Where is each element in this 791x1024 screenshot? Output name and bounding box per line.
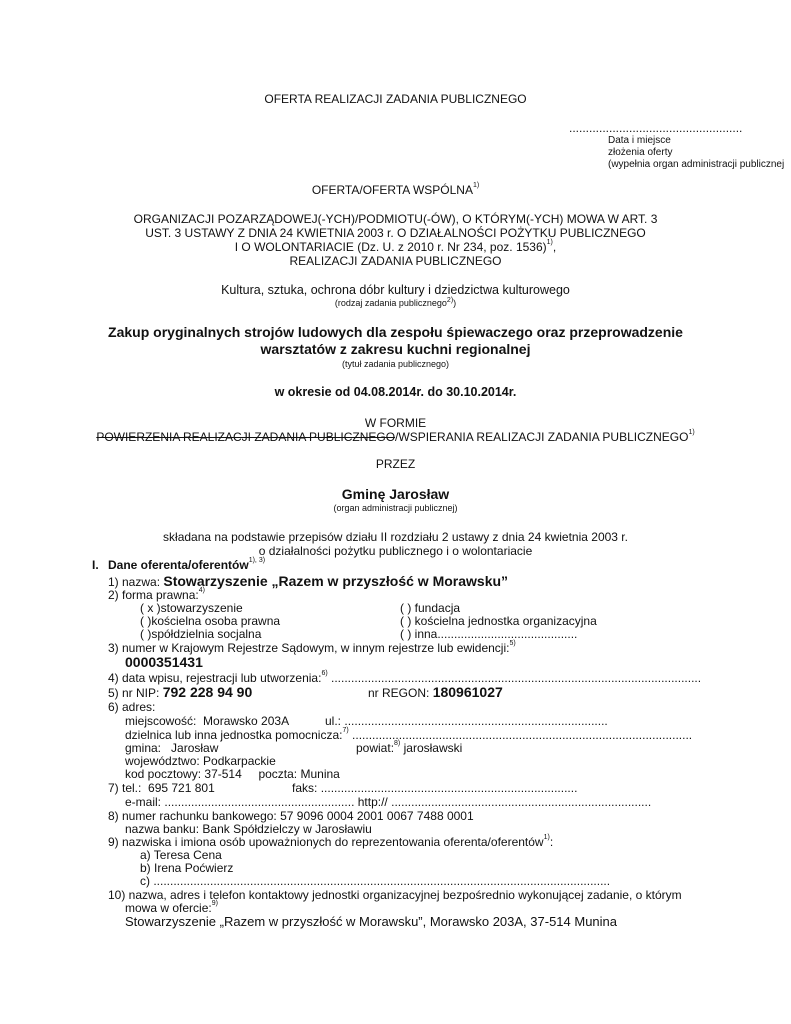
legal-form-option-fundacja: ( ) fundacja [400, 601, 461, 615]
regon-row: nr REGON: 180961027 [368, 684, 503, 700]
section-numeral: I. [92, 558, 99, 572]
contact-line-2: mowa w ofercie:$^{9)}$ [125, 900, 218, 915]
form-struck: POWIERZENIA REALIZACJI ZADANIA PUBLICZNEGO [96, 430, 396, 444]
locality-row: miejscowość: Morawsko 203A [125, 714, 290, 728]
org-line-3: I O WOLONTARIACIE (Dz. U. z 2010 r. Nr 234, poz. 1536)$^{1)}$, [234, 239, 557, 254]
contact-line-1: 10) nazwa, adres i telefon kontaktowy jednostki organizacyjnej bezpośrednio wykonującej zadanie, o którym [108, 888, 682, 902]
reps-label: 9) nazwiska i imiona osób upoważnionych do reprezentowania oferenta/oferentów$^{1)}$: [108, 834, 554, 849]
legal-form-option-inna: ( ) inna.......................................... [400, 627, 578, 641]
task-title-note: (tytuł zadania publicznego) [341, 359, 450, 369]
address-label: 6) adres: [108, 700, 156, 714]
date-dots: .................................................... [569, 121, 743, 135]
task-type-note: (rodzaj zadania publicznego$^{2)}$) [334, 297, 457, 308]
organization-name: Stowarzyszenie „Razem w przyszłość w Morawsku” [163, 573, 509, 589]
powiat-row: powiat:$^{8)}$ jarosławski [356, 740, 463, 755]
rep-c: c) ......................................................................................................................................... [140, 874, 611, 888]
w-formie: W FORMIE [364, 416, 427, 430]
postal-row: kod pocztowy: 37-514 poczta: Munina [125, 767, 340, 781]
authority-note: (organ administracji publicznej) [333, 503, 458, 513]
entry-date-row: 4) data wpisu, rejestracji lub utworzenia:$^{6)}$ ............................................................................................................... [108, 670, 702, 685]
date-label-1: Data i miejsce [608, 135, 671, 146]
section-heading: Dane oferenta/oferentów$^{1), 3)}$ [108, 557, 266, 572]
street-row: ul.: ............................................................................... [325, 714, 608, 728]
date-label-3: (wypełnia organ administracji publicznej [608, 159, 785, 170]
district-row: dzielnica lub inna jednostka pomocnicza:$^{7)}$ ...................................................................................................... [125, 727, 693, 742]
legal-form-option-stowarzyszenie: ( x )stowarzyszenie [140, 601, 243, 615]
regon-value: 180961027 [432, 684, 503, 700]
nip-value: 792 228 94 90 [162, 684, 253, 700]
email-row: e-mail: ......................................................... http:// .............................................................................. [125, 795, 652, 809]
fax-row: faks: ............................................................................. [292, 781, 578, 795]
bank-account-row: 8) numer rachunku bankowego: 57 9096 0004 2001 0067 7488 0001 [108, 809, 474, 823]
basis-line-2: o działalności pożytku publicznego i o wolontariacie [258, 544, 533, 558]
document-title: OFERTA REALIZACJI ZADANIA PUBLICZNEGO [264, 92, 527, 106]
gmina-row: gmina: Jarosław [125, 741, 219, 755]
authority-name: Gminę Jarosław [341, 486, 450, 502]
legal-form-option-spoldzielnia: ( )spółdzielnia socjalna [140, 627, 262, 641]
przez: PRZEZ [375, 457, 416, 471]
date-label-2: złożenia oferty [608, 147, 673, 158]
task-title-line-2: warsztatów z zakresu kuchni regionalnej [260, 341, 531, 357]
contact-value: Stowarzyszenie „Razem w przyszłość w Morawsku”, Morawsko 203A, 37-514 Munina [125, 914, 618, 929]
legal-form-label: 2) forma prawna:$^{4)}$ [108, 587, 205, 602]
org-line-2: UST. 3 USTAWY Z DNIA 24 KWIETNIA 2003 r. O DZIAŁALNOŚCI POŻYTKU PUBLICZNEGO [145, 226, 646, 240]
name-row: 1) nazwa: Stowarzyszenie „Razem w przyszłość w Morawsku” [108, 573, 509, 589]
task-title-line-1: Zakup oryginalnych strojów ludowych dla zespołu śpiewaczego oraz przeprowadzenie [108, 324, 683, 340]
org-line-4: REALIZACJI ZADANIA PUBLICZNEGO [289, 254, 502, 268]
task-form: POWIERZENIA REALIZACJI ZADANIA PUBLICZNEGO/WSPIERANIA REALIZACJI ZADANIA PUBLICZNEGO$^{1)}$ [96, 429, 695, 444]
task-period: w okresie od 04.08.2014r. do 30.10.2014r. [274, 385, 517, 399]
rep-a: a) Teresa Cena [140, 848, 222, 862]
org-line-1: ORGANIZACJI POZARZĄDOWEJ(-YCH)/PODMIOTU(-ÓW), O KTÓRYM(-YCH) MOWA W ART. 3 [133, 212, 658, 226]
oferta-heading: OFERTA/OFERTA WSPÓLNA$^{1)}$ [311, 182, 480, 197]
legal-form-option-koscielna-jednostka: ( ) kościelna jednostka organizacyjna [400, 614, 597, 628]
krs-label: 3) numer w Krajowym Rejestrze Sądowym, w innym rejestrze lub ewidencji:$^{5)}$ [108, 640, 516, 655]
nip-row: 5) nr NIP: 792 228 94 90 [108, 684, 253, 700]
basis-line-1: składana na podstawie przepisów działu II rozdziału 2 ustawy z dnia 24 kwietnia 2003 r. [163, 530, 628, 544]
krs-value: 0000351431 [125, 654, 203, 670]
legal-form-option-koscielna-osoba: ( )kościelna osoba prawna [140, 614, 281, 628]
voivodeship-row: województwo: Podkarpackie [125, 754, 276, 768]
task-type: Kultura, sztuka, ochrona dóbr kultury i dziedzictwa kulturowego [221, 283, 570, 297]
rep-b: b) Irena Poćwierz [140, 861, 234, 875]
bank-name-row: nazwa banku: Bank Spółdzielczy w Jarosławiu [125, 822, 372, 836]
tel-row: 7) tel.: 695 721 801 [108, 781, 215, 795]
